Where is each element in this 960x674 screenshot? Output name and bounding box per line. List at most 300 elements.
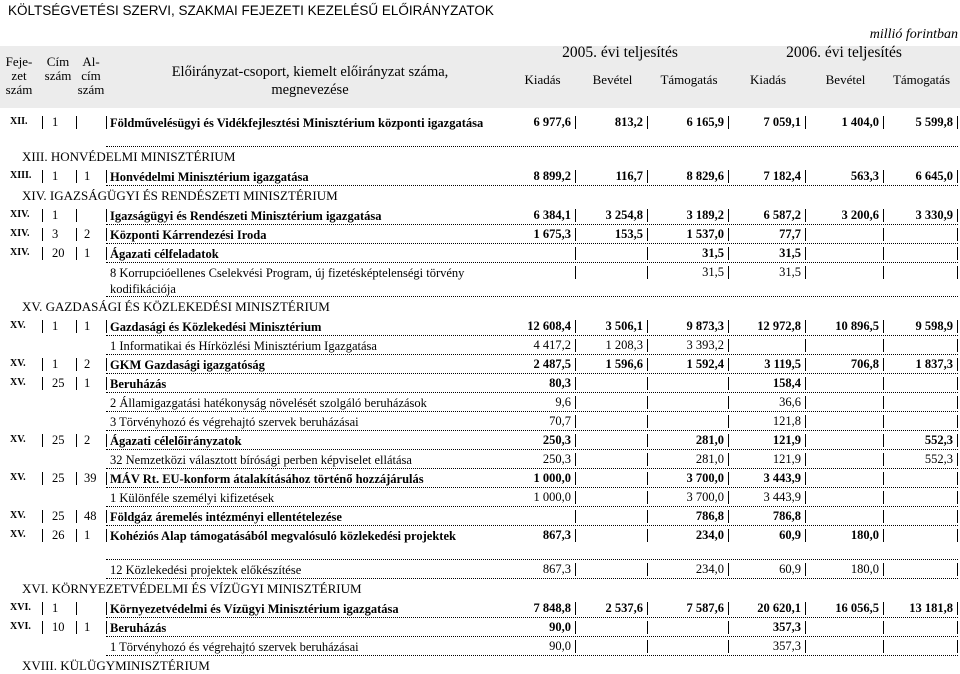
cell-border	[647, 472, 648, 485]
row-divider	[106, 296, 958, 297]
value-cell: 31,5	[702, 265, 724, 279]
row-divider	[106, 335, 958, 336]
column-separator	[42, 358, 43, 371]
table-row	[0, 168, 960, 187]
cell-border	[957, 472, 958, 485]
header-sub-0: Kiadás	[524, 72, 561, 87]
column-separator	[42, 529, 43, 542]
column-separator	[106, 510, 107, 523]
value-cell: 3 254,8	[605, 208, 643, 222]
cell-border	[805, 320, 806, 333]
row-alcim: 1	[84, 528, 91, 542]
unit-note: millió forintban	[869, 27, 958, 42]
column-separator	[76, 228, 77, 241]
value-cell: 867,3	[542, 528, 571, 542]
row-name: GKM Gazdasági igazgatóság	[110, 358, 265, 372]
column-separator	[106, 247, 107, 260]
section-heading: XIII. HONVÉDELMI MINISZTÉRIUM	[22, 149, 236, 164]
cell-border	[883, 209, 884, 222]
row-name: Környezetvédelmi és Vízügyi Minisztérium igazgatása	[110, 602, 399, 616]
value-cell: 250,3	[542, 452, 571, 466]
table-row	[0, 470, 960, 489]
row-cim: 25	[52, 509, 65, 523]
row-cim: 1	[52, 357, 59, 371]
value-cell: 6 165,9	[686, 115, 724, 129]
cell-border	[728, 640, 729, 653]
cell-border	[728, 472, 729, 485]
row-fejezet: XV.	[10, 358, 26, 369]
subrow-name: 1 Törvényhozó és végrehajtó szervek beruházásai	[110, 640, 359, 654]
cell-border	[575, 491, 576, 504]
row-divider	[106, 262, 958, 263]
cell-border	[805, 415, 806, 428]
column-separator	[42, 377, 43, 390]
cell-border	[575, 472, 576, 485]
cell-border	[647, 602, 648, 615]
value-cell: 3 189,2	[686, 208, 724, 222]
cell-border	[883, 602, 884, 615]
value-cell: 3 330,9	[915, 208, 953, 222]
section-heading: XVI. KÖRNYEZETVÉDELMI ÉS VÍZÜGYI MINISZTÉRIUM	[22, 581, 362, 596]
cell-border	[647, 491, 648, 504]
value-cell: 552,3	[924, 433, 953, 447]
cell-border	[957, 563, 958, 576]
value-cell: 234,0	[695, 528, 724, 542]
value-cell: 180,0	[850, 528, 879, 542]
value-cell: 1 596,6	[605, 357, 643, 371]
table-subrow	[0, 413, 960, 432]
cell-border	[728, 621, 729, 634]
column-separator	[76, 209, 77, 222]
row-cim: 25	[52, 376, 65, 390]
cell-border	[728, 320, 729, 333]
row-cim: 25	[52, 433, 65, 447]
cell-border	[805, 358, 806, 371]
value-cell: 2 537,6	[605, 601, 643, 615]
row-fejezet: XV.	[10, 377, 26, 388]
value-cell: 9,6	[555, 395, 571, 409]
cell-border	[957, 434, 958, 447]
cell-border	[805, 228, 806, 241]
row-name: MÁV Rt. EU-konform átalakításához történő hozzájárulás	[110, 472, 424, 486]
row-divider	[106, 185, 958, 186]
column-separator	[106, 472, 107, 485]
column-separator	[106, 529, 107, 542]
row-name: Központi Kárrendezési Iroda	[110, 228, 267, 242]
row-fejezet: XV.	[10, 510, 26, 521]
header-sub-2: Támogatás	[660, 72, 718, 87]
cell-border	[575, 116, 576, 129]
cell-border	[805, 472, 806, 485]
cell-border	[728, 228, 729, 241]
cell-border	[575, 209, 576, 222]
row-divider	[106, 392, 958, 393]
row-divider	[106, 617, 958, 618]
table-row	[0, 207, 960, 226]
table-subrow	[0, 489, 960, 508]
subrow-name: 1 Informatikai és Hírközlési Minisztérium Igazgatása	[110, 339, 377, 353]
row-fejezet: XVI.	[10, 602, 31, 613]
cell-border	[728, 434, 729, 447]
value-cell: 3 443,9	[763, 471, 801, 485]
table-row	[0, 432, 960, 451]
cell-border	[957, 396, 958, 409]
row-divider	[106, 578, 958, 579]
cell-border	[575, 170, 576, 183]
column-separator	[42, 621, 43, 634]
cell-border	[883, 228, 884, 241]
row-cim: 1	[52, 169, 59, 183]
value-cell: 6 587,2	[763, 208, 801, 222]
cell-border	[647, 453, 648, 466]
value-cell: 3 119,5	[764, 357, 801, 371]
cell-border	[883, 563, 884, 576]
cell-border	[883, 640, 884, 653]
cell-border	[728, 209, 729, 222]
cell-border	[575, 228, 576, 241]
value-cell: 60,9	[779, 562, 801, 576]
cell-border	[883, 434, 884, 447]
cell-border	[883, 396, 884, 409]
row-divider	[106, 430, 958, 431]
cell-border	[575, 396, 576, 409]
row-fejezet: XIV.	[10, 247, 30, 258]
value-cell: 180,0	[850, 562, 879, 576]
row-cim: 1	[52, 319, 59, 333]
table-row	[0, 527, 960, 561]
column-separator	[106, 228, 107, 241]
row-alcim: 1	[84, 620, 91, 634]
cell-border	[805, 247, 806, 260]
value-cell: 77,7	[779, 227, 801, 241]
value-cell: 552,3	[924, 452, 953, 466]
cell-border	[575, 563, 576, 576]
cell-border	[647, 339, 648, 352]
cell-border	[805, 640, 806, 653]
value-cell: 8 899,2	[533, 169, 571, 183]
cell-border	[575, 339, 576, 352]
cell-border	[728, 170, 729, 183]
column-separator	[76, 320, 77, 333]
value-cell: 7 848,8	[533, 601, 571, 615]
table-row	[0, 114, 960, 148]
row-name: Földművelésügyi és Vidékfejlesztési Minisztérium központi igazgatása	[110, 116, 484, 130]
row-fejezet: XIV.	[10, 209, 30, 220]
cell-border	[805, 266, 806, 279]
value-cell: 1 675,3	[533, 227, 571, 241]
value-cell: 3 200,6	[841, 208, 879, 222]
cell-border	[728, 510, 729, 523]
value-cell: 9 873,3	[686, 319, 724, 333]
value-cell: 4 417,2	[533, 338, 571, 352]
cell-border	[957, 453, 958, 466]
cell-border	[647, 266, 648, 279]
table-row	[0, 245, 960, 264]
cell-border	[647, 640, 648, 653]
value-cell: 90,0	[549, 639, 571, 653]
cell-border	[575, 266, 576, 279]
table-row	[0, 356, 960, 375]
table-subrow	[0, 638, 960, 657]
column-separator	[106, 209, 107, 222]
table-row	[0, 226, 960, 245]
cell-border	[805, 339, 806, 352]
cell-border	[957, 209, 958, 222]
cell-border	[883, 510, 884, 523]
column-separator	[42, 209, 43, 222]
cell-border	[575, 358, 576, 371]
row-divider	[106, 449, 958, 450]
cell-border	[575, 377, 576, 390]
header-fejezet: Feje- zet szám	[5, 54, 33, 97]
column-separator	[76, 247, 77, 260]
subrow-name: 2 Államigazgatási hatékonyság növelését szolgáló beruházások	[110, 396, 427, 410]
value-cell: 153,5	[614, 227, 643, 241]
cell-border	[883, 472, 884, 485]
cell-border	[647, 415, 648, 428]
table-subrow	[0, 264, 960, 298]
row-fejezet: XV.	[10, 529, 26, 540]
row-alcim: 2	[84, 433, 91, 447]
cell-border	[647, 247, 648, 260]
cell-border	[647, 396, 648, 409]
value-cell: 2 487,5	[533, 357, 571, 371]
header-year-2006: 2006. évi teljesítés	[786, 44, 902, 61]
cell-border	[728, 529, 729, 542]
value-cell: 3 700,0	[686, 471, 724, 485]
row-divider	[106, 354, 958, 355]
value-cell: 813,2	[614, 115, 643, 129]
value-cell: 563,3	[850, 169, 879, 183]
cell-border	[883, 170, 884, 183]
cell-border	[883, 377, 884, 390]
value-cell: 60,9	[779, 528, 801, 542]
header-cim: Cím szám	[44, 54, 72, 83]
value-cell: 281,0	[695, 433, 724, 447]
header-sub-1: Bevétel	[592, 72, 633, 87]
column-separator	[106, 602, 107, 615]
cell-border	[883, 491, 884, 504]
row-name: Gazdasági és Közlekedési Minisztérium	[110, 320, 322, 334]
subrow-name: 32 Nemzetközi választott bírósági perben képviselet ellátása	[110, 453, 412, 467]
row-cim: 20	[52, 246, 65, 260]
table-row	[0, 318, 960, 337]
value-cell: 31,5	[779, 265, 801, 279]
column-separator	[42, 510, 43, 523]
cell-border	[883, 415, 884, 428]
value-cell: 250,3	[542, 433, 571, 447]
cell-border	[805, 491, 806, 504]
header-description: Előirányzat-csoport, kiemelt előirányzat száma, megnevezése	[171, 64, 449, 98]
row-fejezet: XIV.	[10, 228, 30, 239]
value-cell: 7 182,4	[763, 169, 801, 183]
row-alcim: 1	[84, 319, 91, 333]
row-name: Kohéziós Alap támogatásából megvalósuló közlekedési projektek	[110, 529, 456, 543]
value-cell: 36,6	[779, 395, 801, 409]
value-cell: 8 829,6	[686, 169, 724, 183]
value-cell: 70,7	[549, 414, 571, 428]
value-cell: 1 000,0	[533, 490, 571, 504]
value-cell: 7 587,6	[686, 601, 724, 615]
row-fejezet: XVI.	[10, 621, 31, 632]
cell-border	[883, 358, 884, 371]
cell-border	[647, 358, 648, 371]
header-sub-4: Bevétel	[825, 72, 866, 87]
cell-border	[883, 529, 884, 542]
table-subrow	[0, 394, 960, 413]
row-fejezet: XV.	[10, 434, 26, 445]
value-cell: 6 384,1	[533, 208, 571, 222]
cell-border	[728, 396, 729, 409]
value-cell: 281,0	[695, 452, 724, 466]
value-cell: 357,3	[772, 639, 801, 653]
value-cell: 20 620,1	[757, 601, 801, 615]
row-divider	[106, 525, 958, 526]
column-separator	[76, 358, 77, 371]
value-cell: 1 404,0	[841, 115, 879, 129]
value-cell: 13 181,8	[909, 601, 953, 615]
column-separator	[42, 247, 43, 260]
row-cim: 10	[52, 620, 65, 634]
row-divider	[106, 506, 958, 507]
cell-border	[957, 377, 958, 390]
column-separator	[106, 621, 107, 634]
value-cell: 31,5	[702, 246, 724, 260]
value-cell: 3 506,1	[605, 319, 643, 333]
cell-border	[805, 510, 806, 523]
column-separator	[76, 472, 77, 485]
cell-border	[805, 563, 806, 576]
cell-border	[575, 640, 576, 653]
column-separator	[42, 228, 43, 241]
value-cell: 1 000,0	[533, 471, 571, 485]
header-sub-5: Támogatás	[892, 72, 951, 87]
subrow-name: 3 Törvényhozó és végrehajtó szervek beruházásai	[110, 415, 359, 429]
row-name: Ágazati célfeladatok	[110, 247, 219, 261]
cell-border	[957, 320, 958, 333]
row-alcim: 2	[84, 227, 91, 241]
cell-border	[647, 320, 648, 333]
row-divider	[106, 487, 958, 488]
column-separator	[76, 170, 77, 183]
column-separator	[76, 529, 77, 542]
table-row	[0, 375, 960, 394]
cell-border	[728, 377, 729, 390]
value-cell: 12 972,8	[757, 319, 801, 333]
row-alcim: 48	[84, 509, 97, 523]
subrow-name: 8 Korrupcióellenes Cselekvési Program, új fizetésképtelenségi törvény kodifikációja	[110, 266, 465, 296]
row-name: Beruházás	[110, 621, 167, 635]
column-separator	[106, 434, 107, 447]
row-cim: 26	[52, 528, 65, 542]
table-subrow	[0, 337, 960, 356]
cell-border	[883, 320, 884, 333]
cell-border	[647, 209, 648, 222]
value-cell: 80,3	[549, 376, 571, 390]
row-divider	[106, 655, 958, 656]
row-alcim: 1	[84, 169, 91, 183]
value-cell: 867,3	[542, 562, 571, 576]
cell-border	[575, 415, 576, 428]
value-cell: 9 598,9	[915, 319, 953, 333]
value-cell: 7 059,1	[763, 115, 801, 129]
cell-border	[728, 602, 729, 615]
row-divider	[106, 411, 958, 412]
section-heading: XIV. IGAZSÁGÜGYI ÉS RENDÉSZETI MINISZTÉRIUM	[22, 188, 338, 203]
cell-border	[805, 170, 806, 183]
row-cim: 25	[52, 471, 65, 485]
cell-border	[957, 247, 958, 260]
row-divider	[106, 224, 958, 225]
cell-border	[957, 529, 958, 542]
header-sub-3: Kiadás	[749, 72, 787, 87]
row-divider	[106, 559, 958, 560]
column-separator	[76, 621, 77, 634]
cell-border	[883, 266, 884, 279]
cell-border	[647, 170, 648, 183]
value-cell: 6 645,0	[915, 169, 953, 183]
cell-border	[575, 453, 576, 466]
value-cell: 31,5	[779, 246, 801, 260]
column-separator	[76, 510, 77, 523]
value-cell: 3 700,0	[686, 490, 724, 504]
value-cell: 121,9	[772, 452, 801, 466]
cell-border	[728, 339, 729, 352]
column-separator	[76, 602, 77, 615]
value-cell: 357,3	[772, 620, 801, 634]
table-row	[0, 508, 960, 527]
row-divider	[106, 468, 958, 469]
cell-border	[728, 415, 729, 428]
cell-border	[957, 491, 958, 504]
document-title: KÖLTSÉGVETÉSI SZERVI, SZAKMAI FEJEZETI KEZELÉSŰ ELŐIRÁNYZATOK	[8, 3, 494, 18]
cell-border	[957, 339, 958, 352]
cell-border	[957, 510, 958, 523]
cell-border	[957, 640, 958, 653]
table-subrow	[0, 451, 960, 470]
column-separator	[106, 377, 107, 390]
column-separator	[106, 320, 107, 333]
row-cim: 1	[52, 208, 59, 222]
value-cell: 12 608,4	[527, 319, 571, 333]
row-alcim: 39	[84, 471, 97, 485]
cell-border	[647, 377, 648, 390]
cell-border	[883, 247, 884, 260]
cell-border	[957, 170, 958, 183]
row-name: Beruházás	[110, 377, 167, 391]
cell-border	[805, 434, 806, 447]
column-separator	[42, 472, 43, 485]
cell-border	[728, 358, 729, 371]
cell-border	[805, 116, 806, 129]
cell-border	[805, 529, 806, 542]
column-separator	[106, 170, 107, 183]
row-alcim: 1	[84, 246, 91, 260]
cell-border	[647, 529, 648, 542]
row-divider	[106, 146, 958, 147]
cell-border	[957, 116, 958, 129]
row-fejezet: XV.	[10, 472, 26, 483]
cell-border	[728, 116, 729, 129]
subrow-name: 1 Különféle személyi kifizetések	[110, 491, 275, 505]
column-separator	[106, 116, 107, 129]
row-cim: 1	[52, 115, 59, 129]
cell-border	[957, 602, 958, 615]
cell-border	[805, 453, 806, 466]
header-year-2005: 2005. évi teljesítés	[562, 44, 678, 61]
row-divider	[106, 636, 958, 637]
cell-border	[647, 621, 648, 634]
